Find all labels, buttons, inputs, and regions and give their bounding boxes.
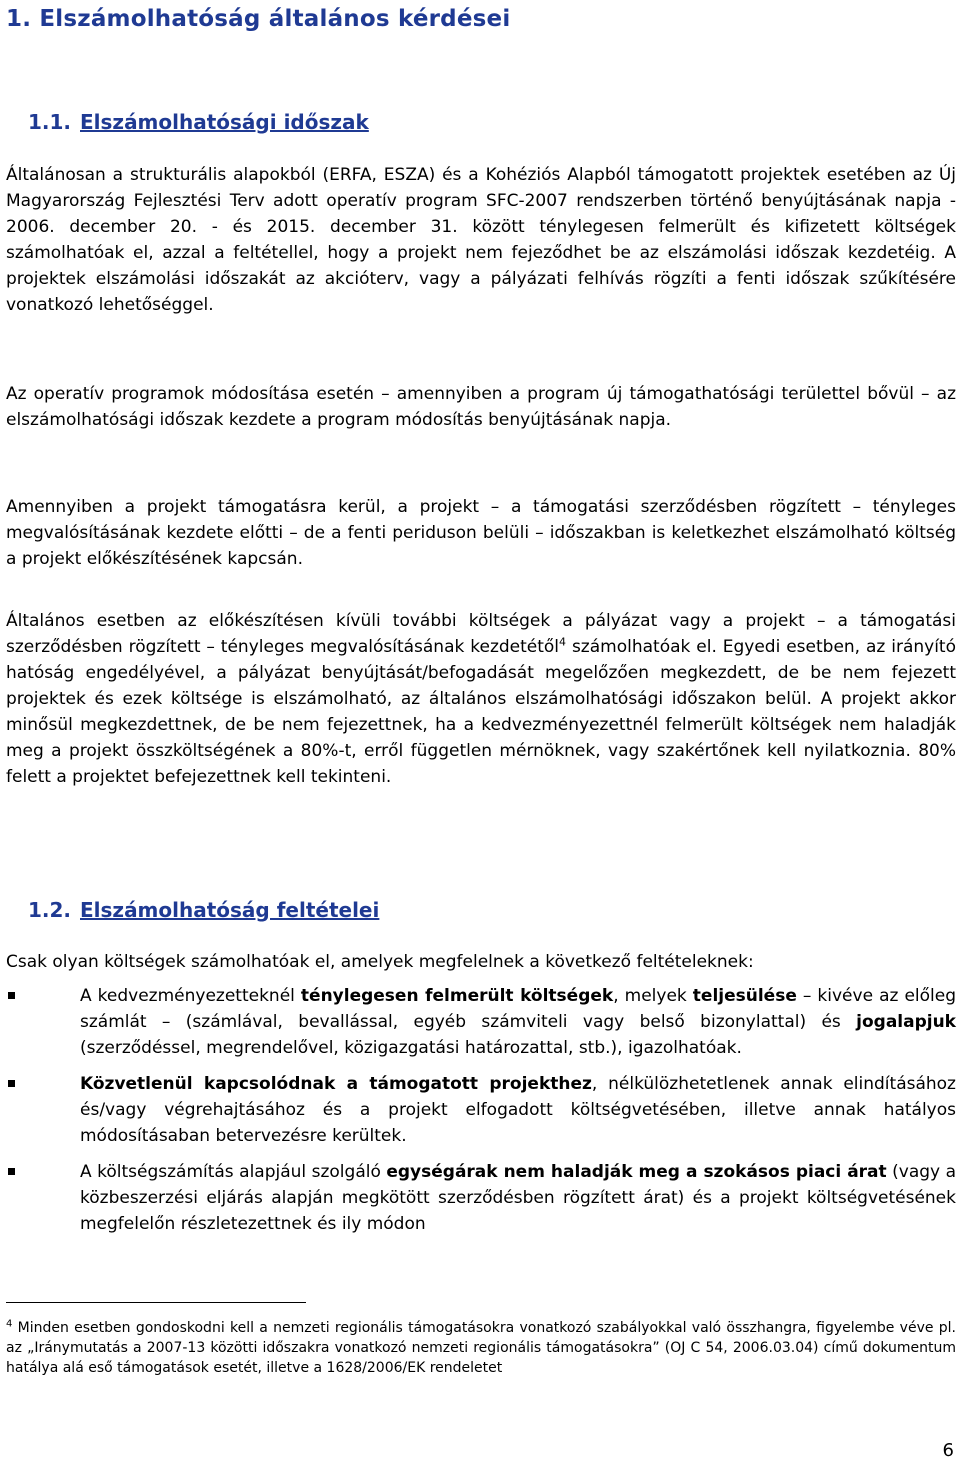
section-number: 1.1. xyxy=(28,110,72,134)
square-bullet-icon xyxy=(8,1080,15,1087)
paragraph-eligibility-period xyxy=(6,162,956,318)
footnote xyxy=(6,1318,956,1378)
bold-text: egységárak nem haladják meg a szokásos piaci árat xyxy=(386,1162,887,1182)
footnote-reference: 4 xyxy=(559,635,567,649)
page-number: 6 xyxy=(942,1440,954,1461)
list-item xyxy=(6,1071,956,1149)
section-title: Elszámolhatóság feltételei xyxy=(80,898,380,922)
section-title: Elszámolhatósági időszak xyxy=(80,110,369,134)
square-bullet-icon xyxy=(8,992,15,999)
paragraph-preparation-costs: Amennyiben a projekt támogatásra kerül, a projekt – a támogatási szerződésben rögzített – tényleges megvalósításának kezdete előtti – de a fenti periduson belüli – időszakban is keletkezhet elszámolható költség a projekt előkészítésének kapcsán. xyxy=(6,497,956,569)
footnote-mark: 4 xyxy=(6,1318,13,1330)
paragraph-program-modification: Az operatív programok módosítása esetén – amennyiben a program új támogathatósági területtel bővül – az elszámolhatósági időszak kezdete a program módosítás benyújtásának napja. xyxy=(6,384,956,430)
section-heading-1-1 xyxy=(28,110,369,134)
text: , nélkülözhetetlenek annak elindításához és/vagy végrehajtásához és a projekt elfogadott költségvetésében, illetve annak hatályos módosításaban betervezésre kerültek. xyxy=(80,1074,956,1146)
section-number: 1.2. xyxy=(28,898,72,922)
text: A költségszámítás alapjául szolgáló xyxy=(80,1162,387,1182)
bold-text: Közvetlenül kapcsolódnak a támogatott projekthez xyxy=(80,1074,592,1094)
list-item xyxy=(6,983,956,1061)
paragraph-text-a: Általánosan a strukturális alapokból (ERFA, ESZA) és a Kohéziós Alapból támogatott projektek esetében az Új Magyarország Fejlesztési Terv adott operatív program SFC-2007 rendszerben történő benyújtásának napja - 2006. december 20. - és 2015. december 31. xyxy=(6,165,956,237)
text: , melyek xyxy=(613,986,693,1006)
text: (szerződéssel, megrendelővel, közigazgatási határozattal, stb.), igazolhatóak. xyxy=(80,1038,742,1058)
section-heading-1-2 xyxy=(28,898,379,922)
square-bullet-icon xyxy=(8,1168,15,1175)
paragraph-text-b: között ténylegesen felmerült és kifizetett költségek számolhatóak el, azzal a feltétellel, hogy a projekt nem fejeződhet be az elszámolási időszak kezdetéig. A projektek elszámolási időszakát az akcióterv, vagy a pályázati felhívás rögzíti a fenti időszak szűkítésére vonatkozó lehetőséggel. xyxy=(6,217,956,315)
text: A kedvezményezetteknél xyxy=(80,986,301,1006)
footnote-divider xyxy=(6,1302,306,1303)
conditions-list xyxy=(6,983,956,1237)
text: – kivéve az előleg számlát – (számlával, bevallással, egyéb számviteli vagy belső bizonylattal) és xyxy=(80,986,956,1032)
paragraph-text-a: Általános esetben az előkészítésen kívüli további költségek a pályázat vagy a projekt – a támogatási szerződésben rögzített – tényleges megvalósításának kezdetétől xyxy=(6,611,956,657)
bold-text: ténylegesen felmerült költségek xyxy=(300,986,614,1006)
text: (vagy a közbeszerzési eljárás alapján megkötött szerződésben rögzített árat) és a projekt költségvetésének megfelelőn részletezettnek és ily módon xyxy=(80,1162,957,1234)
bold-text: jogalapjuk xyxy=(856,1012,956,1032)
bold-text: teljesülése xyxy=(692,986,797,1006)
paragraph-text-b: számolhatóak el. Egyedi esetben, az irányító hatóság engedélyével, a pályázat benyújtását/befogadását megelőzően megkezdett, de be nem fejezett projektek és ezek költsége is elszámolható, az általános elszámolhatósági időszakon belül. A projekt akkor minősül megkezdettnek, de be nem fejezettnek, ha a kedvezményezettnél felmerült költségek nem haladják meg a projekt összköltségének a 80%-t, erről független mérnöknek, vagy szakértőnek kell nyilatkoznia. 80% felett a projektet befejezettnek kell tekinteni. xyxy=(6,637,956,787)
list-item xyxy=(6,1159,956,1237)
paragraph-general-case xyxy=(6,608,956,790)
heading-1: 1. Elszámolhatóság általános kérdései xyxy=(6,6,511,32)
paragraph-conditions-intro: Csak olyan költségek számolhatóak el, amelyek megfelelnek a következő feltételeknek: xyxy=(6,952,754,972)
footnote-text: Minden esetben gondoskodni kell a nemzeti regionális támogatásokra vonatkozó szabályokkal való összhangra, figyelembe véve pl. az „Iránymutatás a 2007-13 közötti időszakra vonatkozó nemzeti regionális támogatásokra” (OJ C 54, 2006.03.04) című dokumentum hatálya alá eső támogatások esetét, illetve a 1628/2006/EK rendeletet xyxy=(6,1320,956,1376)
